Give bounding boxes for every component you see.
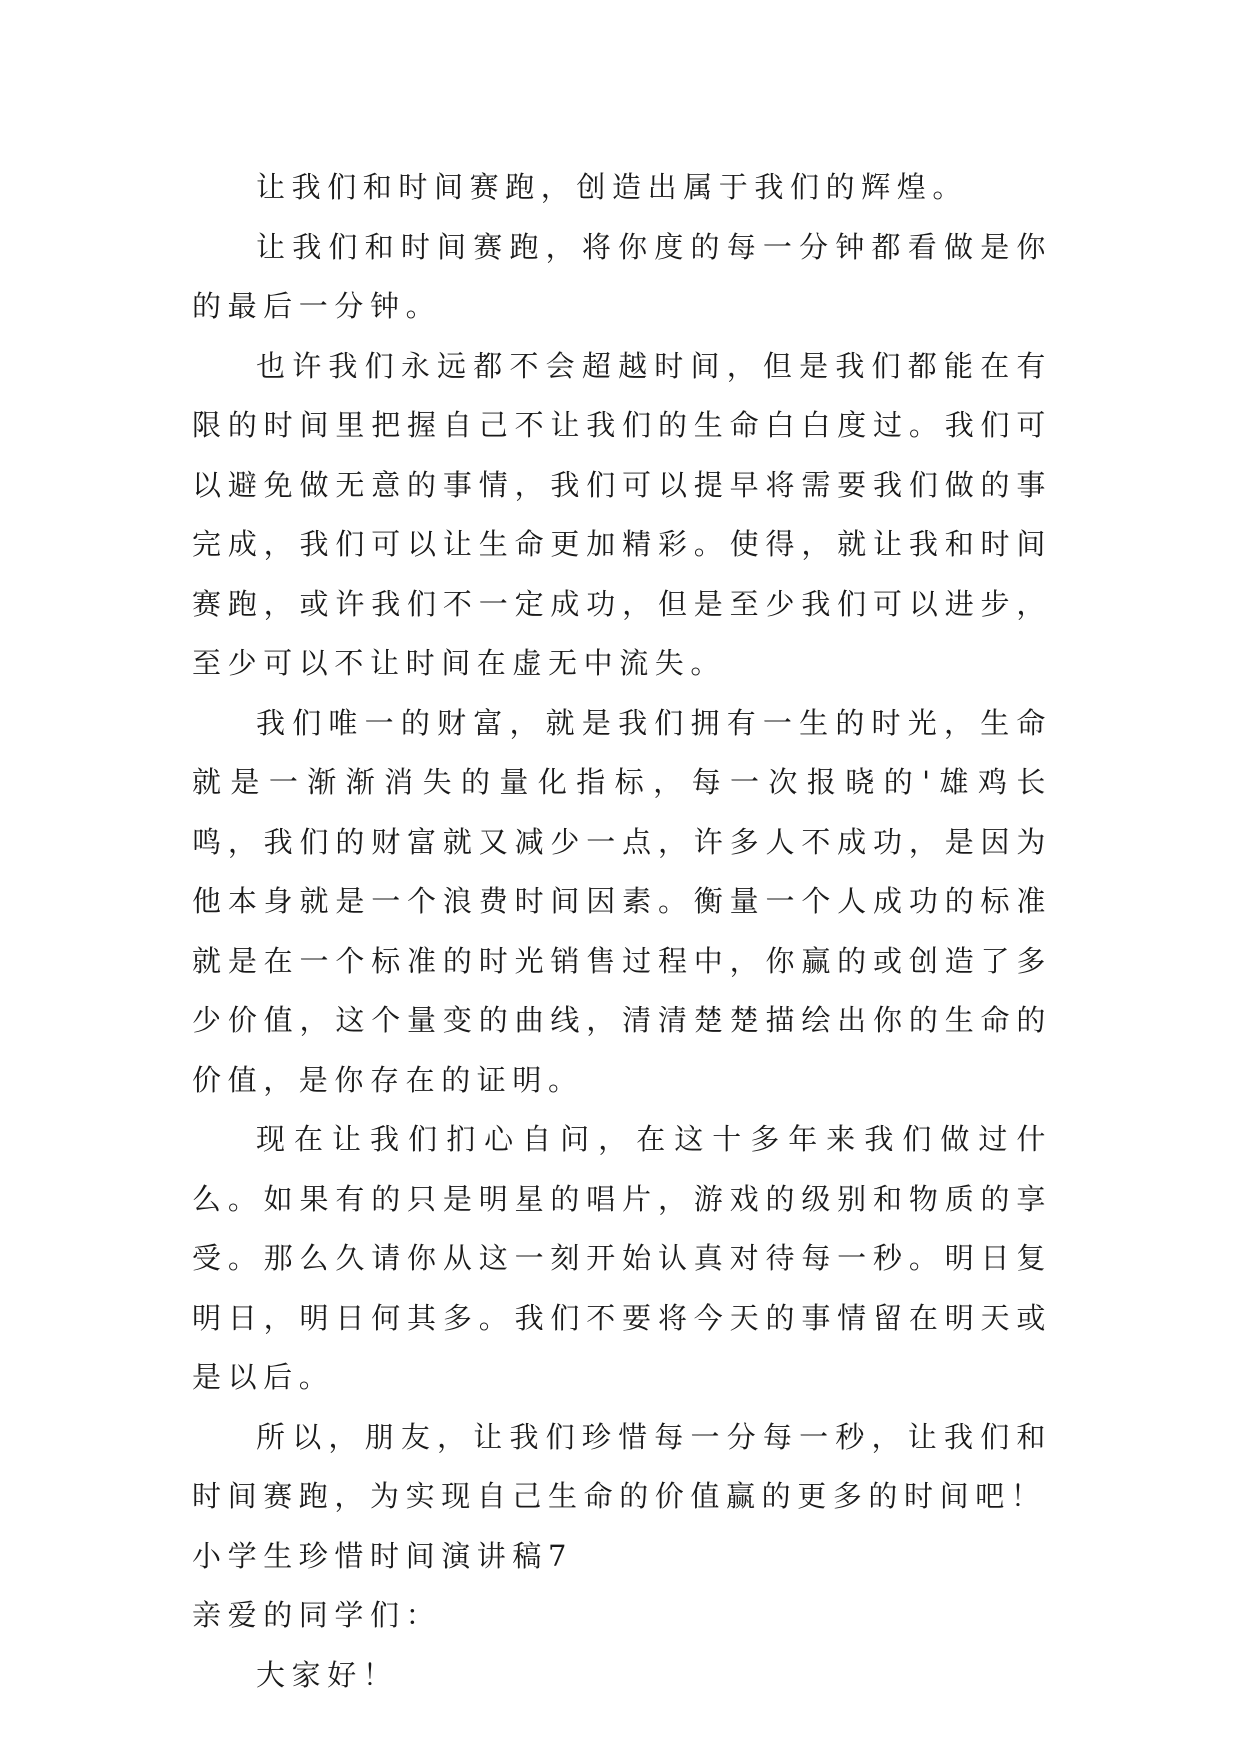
- paragraph: 让我们和时间赛跑，将你度的每一分钟都看做是你的最后一分钟。: [192, 229, 1052, 323]
- section-title: 小学生珍惜时间演讲稿7: [192, 1538, 574, 1573]
- paragraph: 我们唯一的财富，就是我们拥有一生的时光，生命就是一渐渐消失的量化指标，每一次报晓的'雄鸡长鸣，我们的财富就又减少一点，许多人不成功，是因为他本身就是一个浪费时间因素。衡量一个人成功的标准就是在一个标准的时光销售过程中，你赢的或创造了多少价值，这个量变的曲线，清清楚楚描绘出你的生命的价值，是你存在的证明。: [192, 705, 1052, 1097]
- paragraph: 让我们和时间赛跑，创造出属于我们的辉煌。: [256, 170, 969, 204]
- paragraph: 现在让我们扪心自问，在这十多年来我们做过什么。如果有的只是明星的唱片，游戏的级别和物质的享受。那么久请你从这一刻开始认真对待每一秒。明日复明日，明日何其多。我们不要将今天的事情留在明天或是以后。: [192, 1122, 1052, 1394]
- paragraph: 也许我们永远都不会超越时间，但是我们都能在有限的时间里把握自己不让我们的生命白白度过。我们可以避免做无意的事情，我们可以提早将需要我们做的事完成，我们可以让生命更加精彩。使得，就让我和时间赛跑，或许我们不一定成功，但是至少我们可以进步，至少可以不让时间在虚无中流失。: [192, 348, 1052, 680]
- salutation: 亲爱的同学们：: [192, 1598, 442, 1632]
- paragraph: 所以，朋友，让我们珍惜每一分每一秒，让我们和时间赛跑，为实现自己生命的价值赢的更多的时间吧！: [192, 1419, 1052, 1513]
- greeting: 大家好！: [256, 1657, 399, 1692]
- document-body: [192, 158, 1052, 1705]
